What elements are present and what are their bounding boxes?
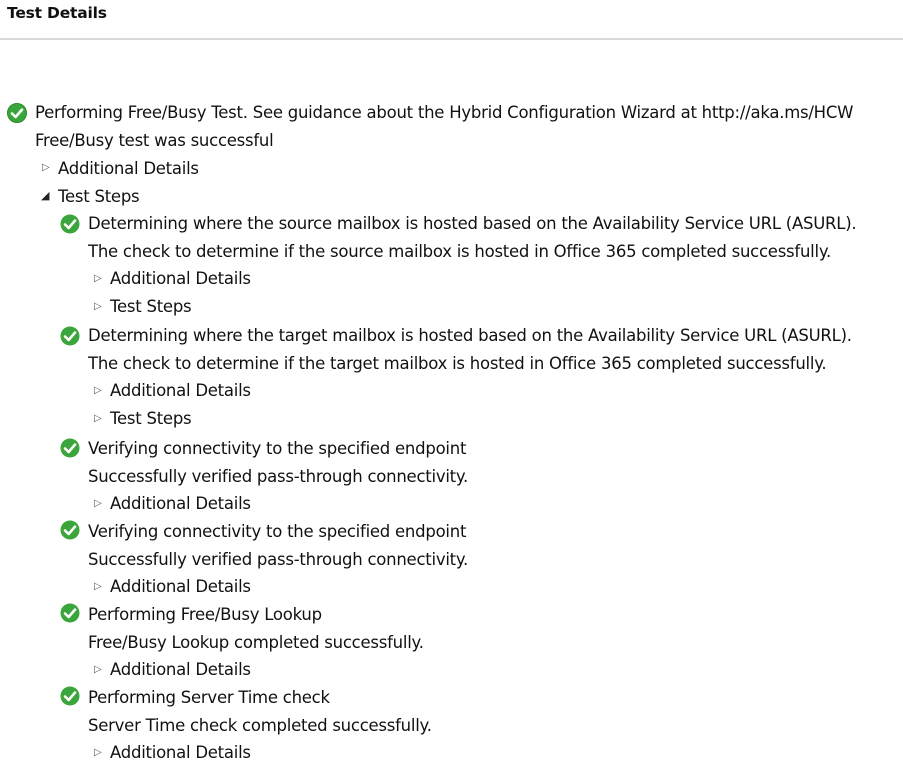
step-3-additional-details-toggle[interactable]: Additional Details [110,494,251,513]
step-4-result: Successfully verified pass-through connectivity. [88,550,469,569]
root-test-result: Free/Busy test was successful [35,131,274,150]
step-3-title: Verifying connectivity to the specified endpoint [88,439,467,458]
success-check-icon [7,103,27,123]
root-test-title: Performing Free/Busy Test. See guidance about the Hybrid Configuration Wizard at http://aka.ms/HCW [35,103,854,122]
success-check-icon [60,214,80,234]
expand-triangle-icon[interactable]: ▷ [42,162,50,173]
step-3-result: Successfully verified pass-through connectivity. [88,467,469,486]
step-2-additional-details-toggle[interactable]: Additional Details [110,381,251,400]
step-1-test-steps-toggle[interactable]: Test Steps [110,297,192,316]
expand-triangle-icon[interactable]: ▷ [94,664,102,675]
success-check-icon [60,326,80,346]
step-1-result: The check to determine if the source mailbox is hosted in Office 365 completed successfully. [88,242,831,261]
success-check-icon [60,603,80,623]
expand-triangle-icon[interactable]: ▷ [94,385,102,396]
step-5-result: Free/Busy Lookup completed successfully. [88,633,424,652]
root-test-steps-toggle[interactable]: Test Steps [58,187,140,206]
expand-triangle-icon[interactable]: ▷ [94,273,102,284]
expand-triangle-icon[interactable]: ▷ [94,301,102,312]
step-4-additional-details-toggle[interactable]: Additional Details [110,577,251,596]
success-check-icon [60,520,80,540]
success-check-icon [60,438,80,458]
collapse-triangle-icon[interactable]: ◢ [41,189,50,202]
step-1-additional-details-toggle[interactable]: Additional Details [110,269,251,288]
step-6-additional-details-toggle[interactable]: Additional Details [110,743,251,762]
expand-triangle-icon[interactable]: ▷ [94,581,102,592]
step-5-title: Performing Free/Busy Lookup [88,605,322,624]
root-additional-details-toggle[interactable]: Additional Details [58,159,199,178]
expand-triangle-icon[interactable]: ▷ [94,498,102,509]
page-title: Test Details [7,4,107,22]
step-6-title: Performing Server Time check [88,688,330,707]
expand-triangle-icon[interactable]: ▷ [94,747,102,758]
step-6-result: Server Time check completed successfully. [88,716,432,735]
step-2-title: Determining where the target mailbox is hosted based on the Availability Service URL (ASURL). [88,326,852,345]
expand-triangle-icon[interactable]: ▷ [94,413,102,424]
step-2-result: The check to determine if the target mailbox is hosted in Office 365 completed successfully. [88,354,827,373]
success-check-icon [60,686,80,706]
step-5-additional-details-toggle[interactable]: Additional Details [110,660,251,679]
step-2-test-steps-toggle[interactable]: Test Steps [110,409,192,428]
step-1-title: Determining where the source mailbox is hosted based on the Availability Service URL (ASURL). [88,214,857,233]
step-4-title: Verifying connectivity to the specified endpoint [88,522,467,541]
